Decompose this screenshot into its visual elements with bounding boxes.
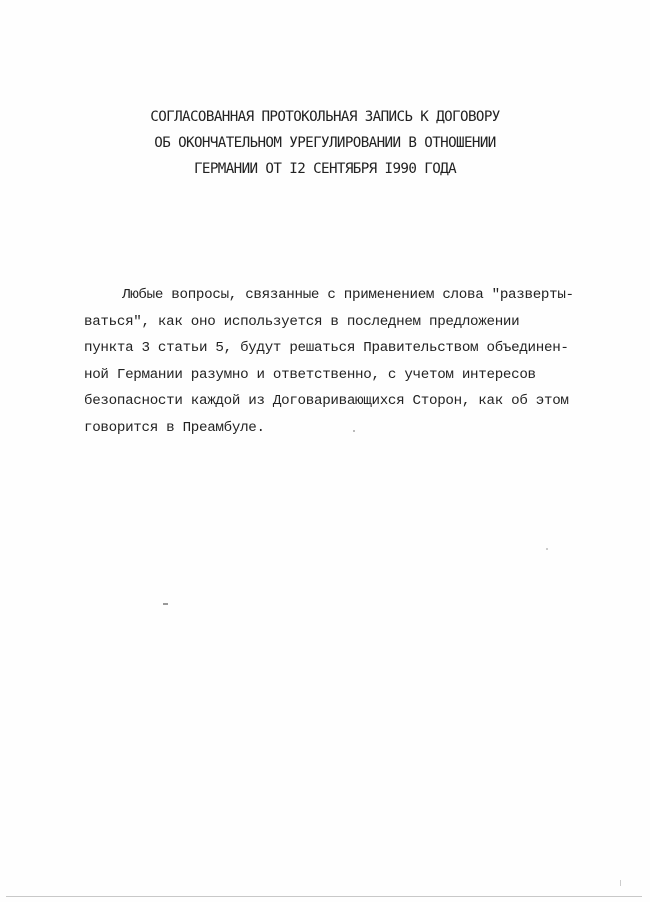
body-line-2: ваться", как оно используется в последнем предложении (84, 313, 520, 330)
title-line-3: ГЕРМАНИИ ОТ I2 СЕНТЯБРЯ I990 ГОДА (193, 161, 457, 177)
title-line-2: ОБ ОКОНЧАТЕЛЬНОМ УРЕГУЛИРОВАНИИ В ОТНОШЕНИИ (154, 135, 496, 151)
scan-speck (546, 548, 548, 550)
body-line-1: Любые вопросы, связанные с применением слова "разверты- (122, 287, 574, 303)
document-body-paragraph (84, 282, 604, 441)
body-line-6: говорится в Преамбуле. (84, 419, 265, 436)
scan-speck (163, 603, 168, 605)
page-bottom-edge (6, 896, 642, 897)
scan-speck (620, 880, 621, 886)
body-line-4: ной Германии разумно и ответственно, с учетом интересов (84, 366, 536, 383)
title-line-1: СОГЛАСОВАННАЯ ПРОТОКОЛЬНАЯ ЗАПИСЬ К ДОГОВОРУ (150, 109, 500, 125)
body-line-5: безопасности каждой из Договаривающихся Сторон, как об этом (84, 393, 569, 409)
document-title (60, 104, 590, 182)
scan-speck (353, 430, 355, 432)
body-line-3: пункта 3 статьи 5, будут решаться Правительством объединен- (84, 340, 569, 356)
